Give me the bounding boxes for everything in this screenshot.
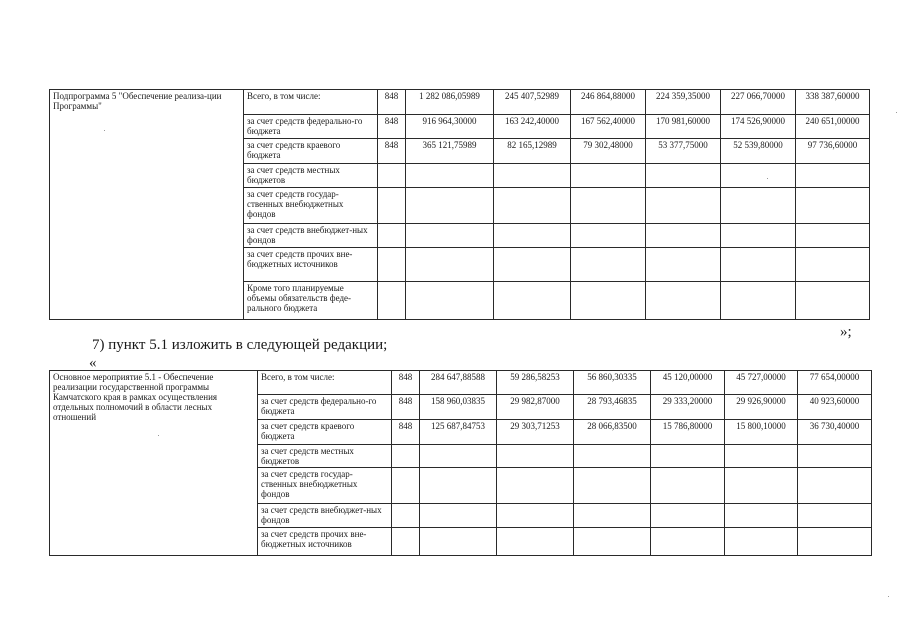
opening-quote: « <box>89 355 97 371</box>
subprogram-5-table <box>49 89 870 320</box>
amount-cell <box>721 248 796 282</box>
amount-cell: 28 066,83500 <box>574 420 651 445</box>
amount-cell: 52 539,80000 <box>721 139 796 164</box>
amount-cell: 365 121,75989 <box>406 139 494 164</box>
amount-cell: 77 654,00000 <box>798 371 872 395</box>
funding-source-cell: за счет средств государ-ственных внебюджетных фондов <box>244 188 378 224</box>
measure-5-1-table <box>49 370 872 556</box>
amount-cell <box>574 468 651 504</box>
amount-cell <box>574 504 651 528</box>
amount-cell <box>796 188 870 224</box>
subprogram-5-body <box>50 90 870 320</box>
amount-cell <box>721 188 796 224</box>
amount-cell: 284 647,88588 <box>420 371 497 395</box>
amount-cell <box>798 528 872 556</box>
funding-source-cell: за счет средств краевого бюджета <box>258 420 392 445</box>
funding-source-cell: за счет средств внебюджет-ных фондов <box>244 224 378 248</box>
amount-cell: 224 359,35000 <box>646 90 721 115</box>
amount-cell: 45 727,00000 <box>725 371 798 395</box>
budget-code-cell <box>392 468 420 504</box>
amount-cell <box>420 504 497 528</box>
amount-cell <box>571 248 646 282</box>
amount-cell <box>571 224 646 248</box>
amount-cell <box>494 224 571 248</box>
amount-cell <box>721 164 796 188</box>
funding-source-cell: Всего, в том числе: <box>244 90 378 115</box>
amount-cell <box>571 188 646 224</box>
amount-cell: 167 562,40000 <box>571 115 646 139</box>
budget-code-cell: 848 <box>378 139 406 164</box>
amount-cell: 79 302,48000 <box>571 139 646 164</box>
budget-code-cell: 848 <box>392 395 420 420</box>
amount-cell: 125 687,84753 <box>420 420 497 445</box>
amount-cell: 36 730,40000 <box>798 420 872 445</box>
amount-cell: 245 407,52989 <box>494 90 571 115</box>
amount-cell: 15 786,80000 <box>651 420 725 445</box>
funding-source-cell: за счет средств государ-ственных внебюджетных фондов <box>258 468 392 504</box>
amount-cell: 40 923,60000 <box>798 395 872 420</box>
amount-cell: 227 066,70000 <box>721 90 796 115</box>
amount-cell: 1 282 086,05989 <box>406 90 494 115</box>
amount-cell <box>571 282 646 320</box>
amount-cell <box>651 445 725 468</box>
budget-code-cell: 848 <box>378 115 406 139</box>
amount-cell <box>721 224 796 248</box>
amount-cell <box>406 282 494 320</box>
amount-cell: 56 860,30335 <box>574 371 651 395</box>
budget-code-cell: 848 <box>392 420 420 445</box>
amount-cell <box>798 504 872 528</box>
amount-cell <box>406 164 494 188</box>
amount-cell <box>497 468 574 504</box>
amount-cell <box>725 468 798 504</box>
amount-cell: 53 377,75000 <box>646 139 721 164</box>
amount-cell: 28 793,46835 <box>574 395 651 420</box>
amount-cell <box>406 188 494 224</box>
amount-cell <box>651 504 725 528</box>
amount-cell: 29 926,90000 <box>725 395 798 420</box>
table-row <box>50 371 872 395</box>
amount-cell: 15 800,10000 <box>725 420 798 445</box>
amount-cell <box>420 445 497 468</box>
amount-cell <box>420 468 497 504</box>
amount-cell <box>574 528 651 556</box>
budget-code-cell <box>378 188 406 224</box>
funding-source-cell: за счет средств прочих вне-бюджетных источников <box>244 248 378 282</box>
amount-cell <box>494 164 571 188</box>
amount-cell <box>646 164 721 188</box>
amount-cell <box>494 282 571 320</box>
program-name-cell: Подпрограмма 5 "Обеспечение реализа-ции Программы" <box>50 90 244 320</box>
amount-cell: 82 165,12989 <box>494 139 571 164</box>
amount-cell: 170 981,60000 <box>646 115 721 139</box>
amount-cell <box>406 248 494 282</box>
measure-5-1-body <box>50 371 872 556</box>
amount-cell: 97 736,60000 <box>796 139 870 164</box>
amount-cell <box>574 445 651 468</box>
amount-cell: 29 333,20000 <box>651 395 725 420</box>
amount-cell <box>494 188 571 224</box>
budget-code-cell <box>392 528 420 556</box>
budget-code-cell: 848 <box>392 371 420 395</box>
amount-cell: 158 960,03835 <box>420 395 497 420</box>
amount-cell <box>497 445 574 468</box>
funding-source-cell: за счет средств федерально-го бюджета <box>258 395 392 420</box>
funding-source-cell: за счет средств местных бюджетов <box>244 164 378 188</box>
amount-cell: 29 982,87000 <box>497 395 574 420</box>
amount-cell: 240 651,00000 <box>796 115 870 139</box>
budget-code-cell <box>392 445 420 468</box>
funding-source-cell: за счет средств местных бюджетов <box>258 445 392 468</box>
amount-cell <box>497 528 574 556</box>
budget-code-cell: 848 <box>378 90 406 115</box>
amendment-instruction: 7) пункт 5.1 изложить в следующей редакции; <box>92 337 388 353</box>
budget-code-cell <box>378 224 406 248</box>
funding-source-cell: Всего, в том числе: <box>258 371 392 395</box>
program-name-cell: Основное мероприятие 5.1 - Обеспечение реализации государственной программы Камчатского края в рамках осуществления отдельных полномочий в области лесных отношений <box>50 371 258 556</box>
amount-cell: 59 286,58253 <box>497 371 574 395</box>
amount-cell <box>725 504 798 528</box>
budget-code-cell <box>378 282 406 320</box>
budget-code-cell <box>392 504 420 528</box>
amount-cell <box>571 164 646 188</box>
amount-cell <box>798 468 872 504</box>
amount-cell <box>651 528 725 556</box>
budget-code-cell <box>378 164 406 188</box>
funding-source-cell: Кроме того планируемые объемы обязательств феде-рального бюджета <box>244 282 378 320</box>
amount-cell <box>725 445 798 468</box>
amount-cell <box>646 282 721 320</box>
amount-cell: 916 964,30000 <box>406 115 494 139</box>
amount-cell <box>796 164 870 188</box>
amount-cell <box>796 248 870 282</box>
amount-cell <box>796 282 870 320</box>
amount-cell <box>420 528 497 556</box>
amount-cell <box>798 445 872 468</box>
amount-cell <box>721 282 796 320</box>
amount-cell <box>494 248 571 282</box>
amount-cell <box>497 504 574 528</box>
funding-source-cell: за счет средств прочих вне-бюджетных источников <box>258 528 392 556</box>
budget-code-cell <box>378 248 406 282</box>
amount-cell <box>646 224 721 248</box>
amount-cell <box>646 188 721 224</box>
amount-cell <box>796 224 870 248</box>
funding-source-cell: за счет средств внебюджет-ных фондов <box>258 504 392 528</box>
closing-quote: »; <box>840 324 852 340</box>
amount-cell <box>725 528 798 556</box>
amount-cell: 45 120,00000 <box>651 371 725 395</box>
table-row <box>50 90 870 115</box>
amount-cell <box>651 468 725 504</box>
funding-source-cell: за счет средств краевого бюджета <box>244 139 378 164</box>
amount-cell: 246 864,88000 <box>571 90 646 115</box>
funding-source-cell: за счет средств федерально-го бюджета <box>244 115 378 139</box>
amount-cell <box>646 248 721 282</box>
amount-cell: 174 526,90000 <box>721 115 796 139</box>
amount-cell: 29 303,71253 <box>497 420 574 445</box>
amount-cell: 338 387,60000 <box>796 90 870 115</box>
amount-cell <box>406 224 494 248</box>
amount-cell: 163 242,40000 <box>494 115 571 139</box>
